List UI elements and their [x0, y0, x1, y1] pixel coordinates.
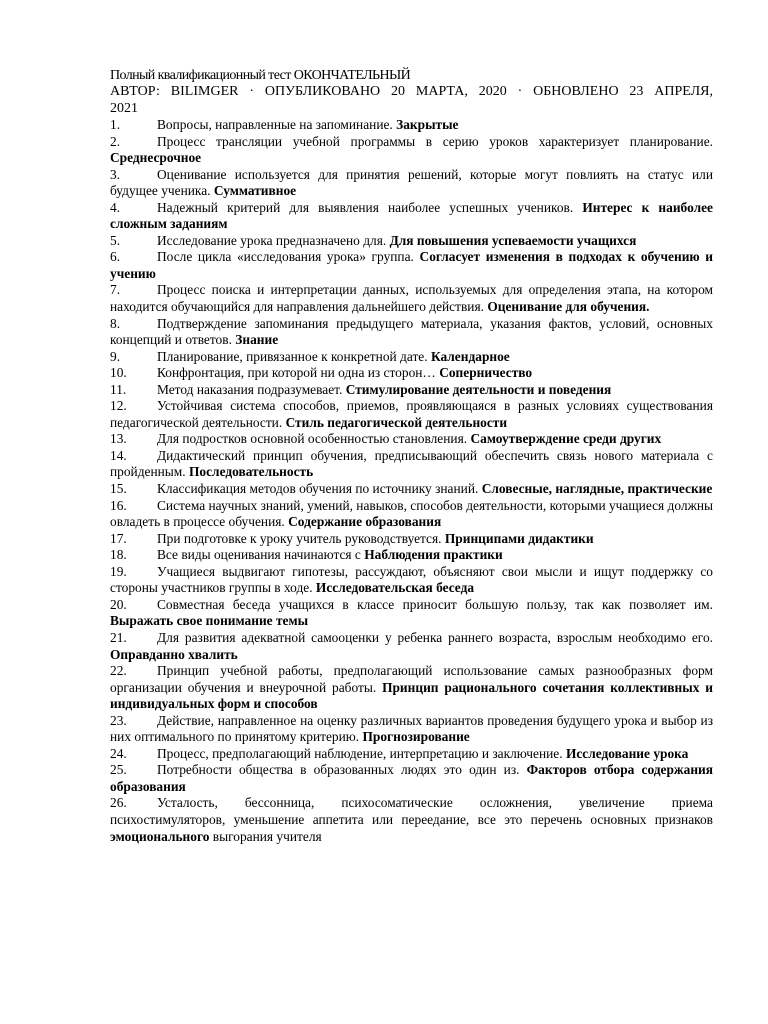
question-number: 21.: [110, 629, 127, 645]
question-number: 26.: [110, 795, 127, 811]
question-item: [110, 134, 713, 167]
question-text: Совместная беседа учащихся в классе приносит большую пользу, так как позволяет им.: [157, 596, 713, 612]
question-item: [110, 431, 713, 448]
question-number: 12.: [110, 398, 127, 414]
question-text: Для развития адекватной самооценки у ребенка раннего возраста, взрослым необходимо его.: [157, 629, 713, 645]
question-text: Устойчивая система способов, приемов, проявляющаяся в разных условиях существования педагогической деятельности.: [110, 398, 713, 430]
question-text: При подготовке к уроку учитель руководствуется.: [157, 530, 442, 546]
answer-text: Стимулирование деятельности и поведения: [345, 381, 612, 397]
question-text: Для подростков основной особенностью становления.: [157, 431, 468, 447]
question-number: 16.: [110, 497, 127, 513]
question-item: [110, 398, 713, 431]
question-text: Дидактический принцип обучения, предписывающий обеспечить связь нового материала с пройденным.: [110, 447, 713, 480]
question-number: 20.: [110, 596, 127, 612]
answer-text: Исследовательская беседа: [315, 580, 475, 596]
question-text: Потребности общества в образованных людях это один из.: [157, 762, 520, 778]
question-number: 19.: [110, 563, 127, 579]
answer-text: Согласует изменения в подходах к обучению и учению: [110, 249, 713, 281]
answer-text: Наблюдения практики: [364, 547, 503, 563]
answer-text: Интерес к наиболее сложным заданиям: [110, 199, 713, 232]
question-item: [110, 795, 713, 845]
question-number: 11.: [110, 381, 127, 397]
answer-text: эмоционального: [110, 828, 210, 844]
question-text-tail: выгорания учителя: [212, 828, 322, 844]
question-number: 7.: [110, 282, 121, 298]
question-item: [110, 448, 713, 481]
question-item: [110, 630, 713, 663]
question-number: 8.: [110, 315, 121, 331]
question-item: [110, 713, 713, 746]
answer-text: Принципами дидактики: [444, 530, 594, 546]
question-text: Конфронтация, при которой ни одна из сторон…: [157, 365, 436, 381]
question-number: 10.: [110, 365, 127, 381]
question-item: [110, 117, 713, 134]
question-text: Система научных знаний, умений, навыков, способов деятельности, которыми учащиеся должны овладеть в процессе обучения.: [110, 497, 713, 530]
document-meta-year: 2021: [110, 100, 138, 116]
answer-text: Самоутверждение среди других: [470, 431, 662, 447]
question-text: Принцип учебной работы, предполагающий использование самых разнообразных форм организации обучения и внеурочной работы.: [110, 663, 713, 695]
question-text: Усталость, бессонница, психосоматические осложнения, увеличение приема психостимуляторов, уменьшение аппетита или переедание, все это перечень основных признаков: [110, 795, 713, 827]
question-item: [110, 597, 713, 630]
question-item: [110, 382, 713, 399]
answer-text: Закрытые: [396, 117, 459, 132]
question-text: Исследование урока предназначено для.: [157, 232, 387, 248]
answer-text: Стиль педагогической деятельности: [285, 414, 508, 430]
question-number: 6.: [110, 249, 121, 265]
answer-text: Оценивание для обучения.: [487, 299, 650, 315]
question-number: 14.: [110, 447, 127, 463]
question-list: [110, 117, 713, 845]
question-number: 5.: [110, 232, 121, 248]
question-text: Подтверждение запоминания предыдущего материала, указания фактов, условий, основных концепций и ответов.: [110, 315, 713, 348]
question-number: 22.: [110, 663, 127, 679]
question-item: [110, 167, 713, 200]
question-item: [110, 316, 713, 349]
question-item: [110, 481, 713, 498]
question-item: [110, 349, 713, 366]
answer-text: Факторов отбора содержания образования: [110, 762, 713, 794]
document-page: [110, 67, 713, 845]
answer-text: Исследование урока: [565, 745, 689, 761]
document-meta: АВТОР: BILIMGER · ОПУБЛИКОВАНО 20 МАРТА, 2020 · ОБНОВЛЕНО 23 АПРЕЛЯ,: [110, 84, 713, 99]
question-item: [110, 531, 713, 548]
answer-text: Соперничество: [439, 365, 533, 381]
answer-text: Для повышения успеваемости учащихся: [389, 232, 637, 248]
question-number: 13.: [110, 431, 127, 447]
question-item: [110, 365, 713, 382]
question-text: Классификация методов обучения по источнику знаний.: [157, 481, 479, 497]
answer-text: Словесные, наглядные, практические: [481, 481, 713, 497]
answer-text: Выражать свое понимание темы: [110, 613, 309, 629]
question-number: 1.: [110, 117, 121, 132]
question-text: Все виды оценивания начинаются с: [157, 547, 361, 563]
question-text: Надежный критерий для выявления наиболее успешных учеников.: [157, 199, 574, 215]
question-number: 17.: [110, 530, 127, 546]
question-item: [110, 762, 713, 795]
question-text: Учащиеся выдвигают гипотезы, рассуждают, объясняют свои мысли и ищут поддержку со стороны участников группы в ходе.: [110, 563, 713, 596]
question-text: Процесс трансляции учебной программы в серию уроков характеризует планирование.: [157, 133, 713, 149]
question-number: 23.: [110, 712, 127, 728]
question-item: [110, 498, 713, 531]
question-item: [110, 547, 713, 564]
question-number: 25.: [110, 762, 127, 778]
question-number: 3.: [110, 166, 121, 182]
answer-text: Содержание образования: [288, 514, 442, 530]
question-number: 24.: [110, 745, 127, 761]
answer-text: Принцип рационального сочетания коллективных и индивидуальных форм и способов: [110, 679, 713, 712]
answer-text: Суммативное: [213, 183, 297, 199]
question-item: [110, 233, 713, 250]
answer-text: Прогнозирование: [362, 729, 470, 745]
question-number: 15.: [110, 481, 127, 497]
question-text: Процесс, предполагающий наблюдение, интерпретацию и заключение.: [157, 745, 563, 761]
answer-text: Оправданно хвалить: [110, 646, 238, 662]
answer-text: Среднесрочное: [110, 150, 202, 166]
question-number: 18.: [110, 547, 127, 563]
question-number: 4.: [110, 199, 121, 215]
answer-text: Знание: [235, 332, 279, 348]
question-item: [110, 249, 713, 282]
question-item: [110, 663, 713, 713]
document-title: Полный квалификационный тест ОКОНЧАТЕЛЬНЫЙ: [110, 68, 411, 83]
question-text: Планирование, привязанное к конкретной дате.: [157, 348, 428, 364]
question-item: [110, 564, 713, 597]
question-text: После цикла «исследования урока» группа.: [157, 249, 414, 265]
question-item: [110, 200, 713, 233]
answer-text: Последовательность: [189, 464, 314, 480]
question-item: [110, 282, 713, 315]
question-text: Действие, направленное на оценку различных вариантов проведения будущего урока и выбор из них оптимального по принятому критерию.: [110, 712, 713, 745]
question-item: [110, 746, 713, 763]
answer-text: Календарное: [430, 348, 510, 364]
question-number: 2.: [110, 133, 121, 149]
question-text: Процесс поиска и интерпретации данных, используемых для определения этапа, на котором находится обучающийся для направления дальнейшего действия.: [110, 282, 713, 315]
question-number: 9.: [110, 348, 121, 364]
question-text: Метод наказания подразумевает.: [157, 381, 343, 397]
question-text: Вопросы, направленные на запоминание.: [157, 117, 393, 132]
question-text: Оценивание используется для принятия решений, которые могут повлиять на статус или будущее ученика.: [110, 166, 713, 199]
